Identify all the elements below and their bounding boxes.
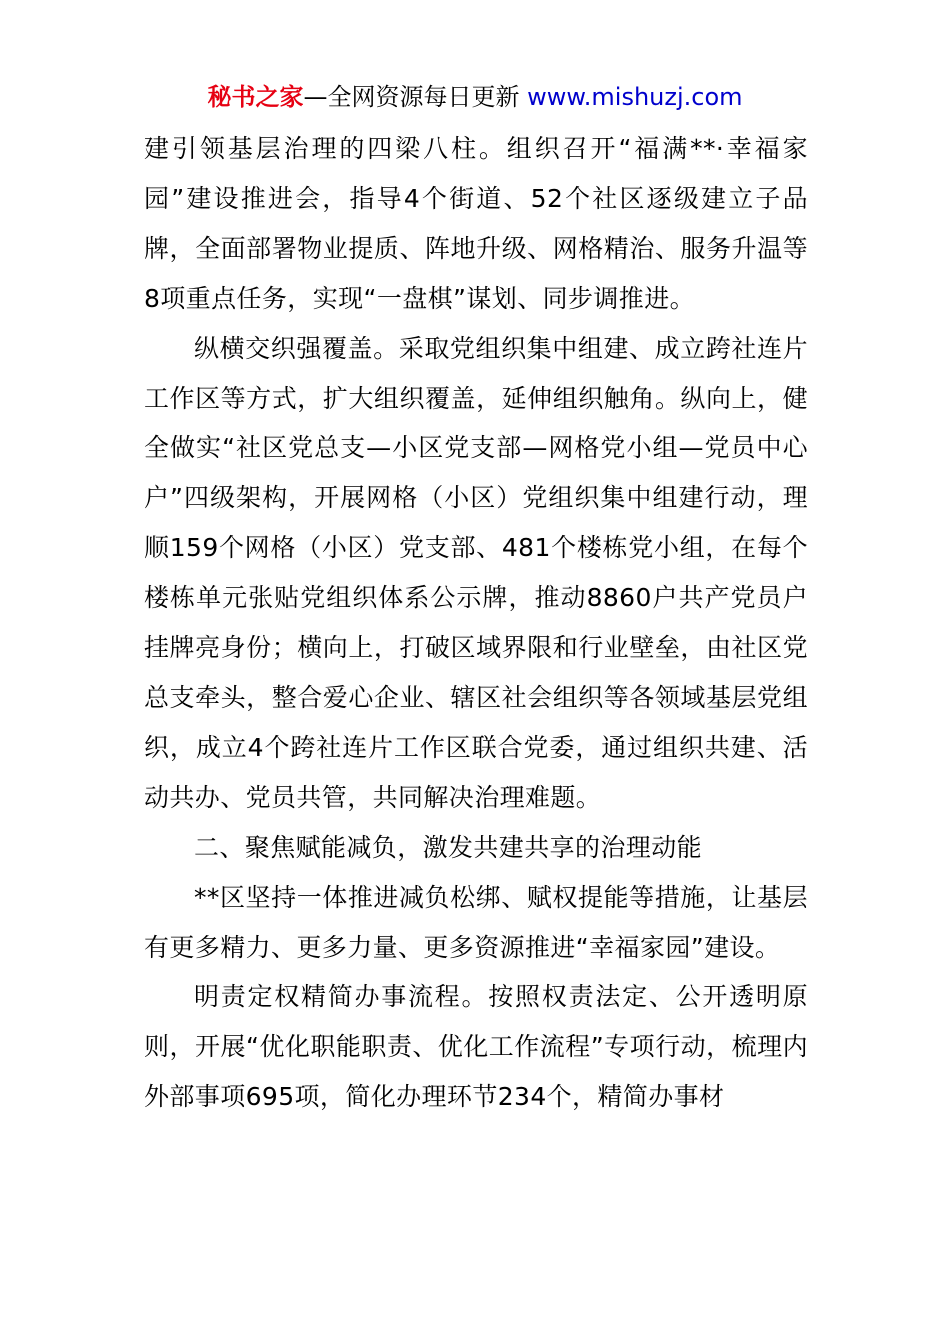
paragraph-coverage: 纵横交织强覆盖。采取党组织集中组建、成立跨社连片工作区等方式，扩大组织覆盖，延伸组织触角。纵向上，健全做实“社区党总支—小区党支部—网格党小组—党员中心户”四级架构，开展网格（小区）党组织集中组建行动，理顺159个网格（小区）党支部、481个楼栋党小组，在每个楼栋单元张贴党组织体系公示牌，推动8860户共产党员户挂牌亮身份；横向上，打破区域界限和行业壁垒，由社区党总支牵头，整合爱心企业、辖区社会组织等各领域基层党组织，成立4个跨社连片工作区联合党委，通过组织共建、活动共办、党员共管，共同解决治理难题。: [144, 333, 808, 812]
paragraph-continuation: 建引领基层治理的四梁八柱。组织召开“福满**·幸福家园”建设推进会，指导4个街道、52个社区逐级建立子品牌，全面部署物业提质、阵地升级、网格精治、服务升温等8项重点任务，实现“一盘棋”谋划、同步调推进。: [144, 134, 808, 313]
section-heading: 二、聚焦赋能减负，激发共建共享的治理动能: [194, 832, 703, 862]
page-header: [0, 80, 950, 114]
paragraph-process: 明责定权精简办事流程。按照权责法定、公开透明原则，开展“优化职能职责、优化工作流程”专项行动，梳理内外部事项695项，简化办理环节234个，精简办事材: [144, 982, 808, 1112]
site-tagline: —全网资源每日更新: [303, 83, 528, 111]
site-url-link[interactable]: www.mishuzj.com: [527, 83, 743, 111]
paragraph-section-intro: **区坚持一体推进减负松绑、赋权提能等措施，让基层有更多精力、更多力量、更多资源推进“幸福家园”建设。: [144, 882, 808, 962]
document-body: [144, 124, 808, 1122]
site-brand: 秘书之家: [207, 83, 304, 111]
